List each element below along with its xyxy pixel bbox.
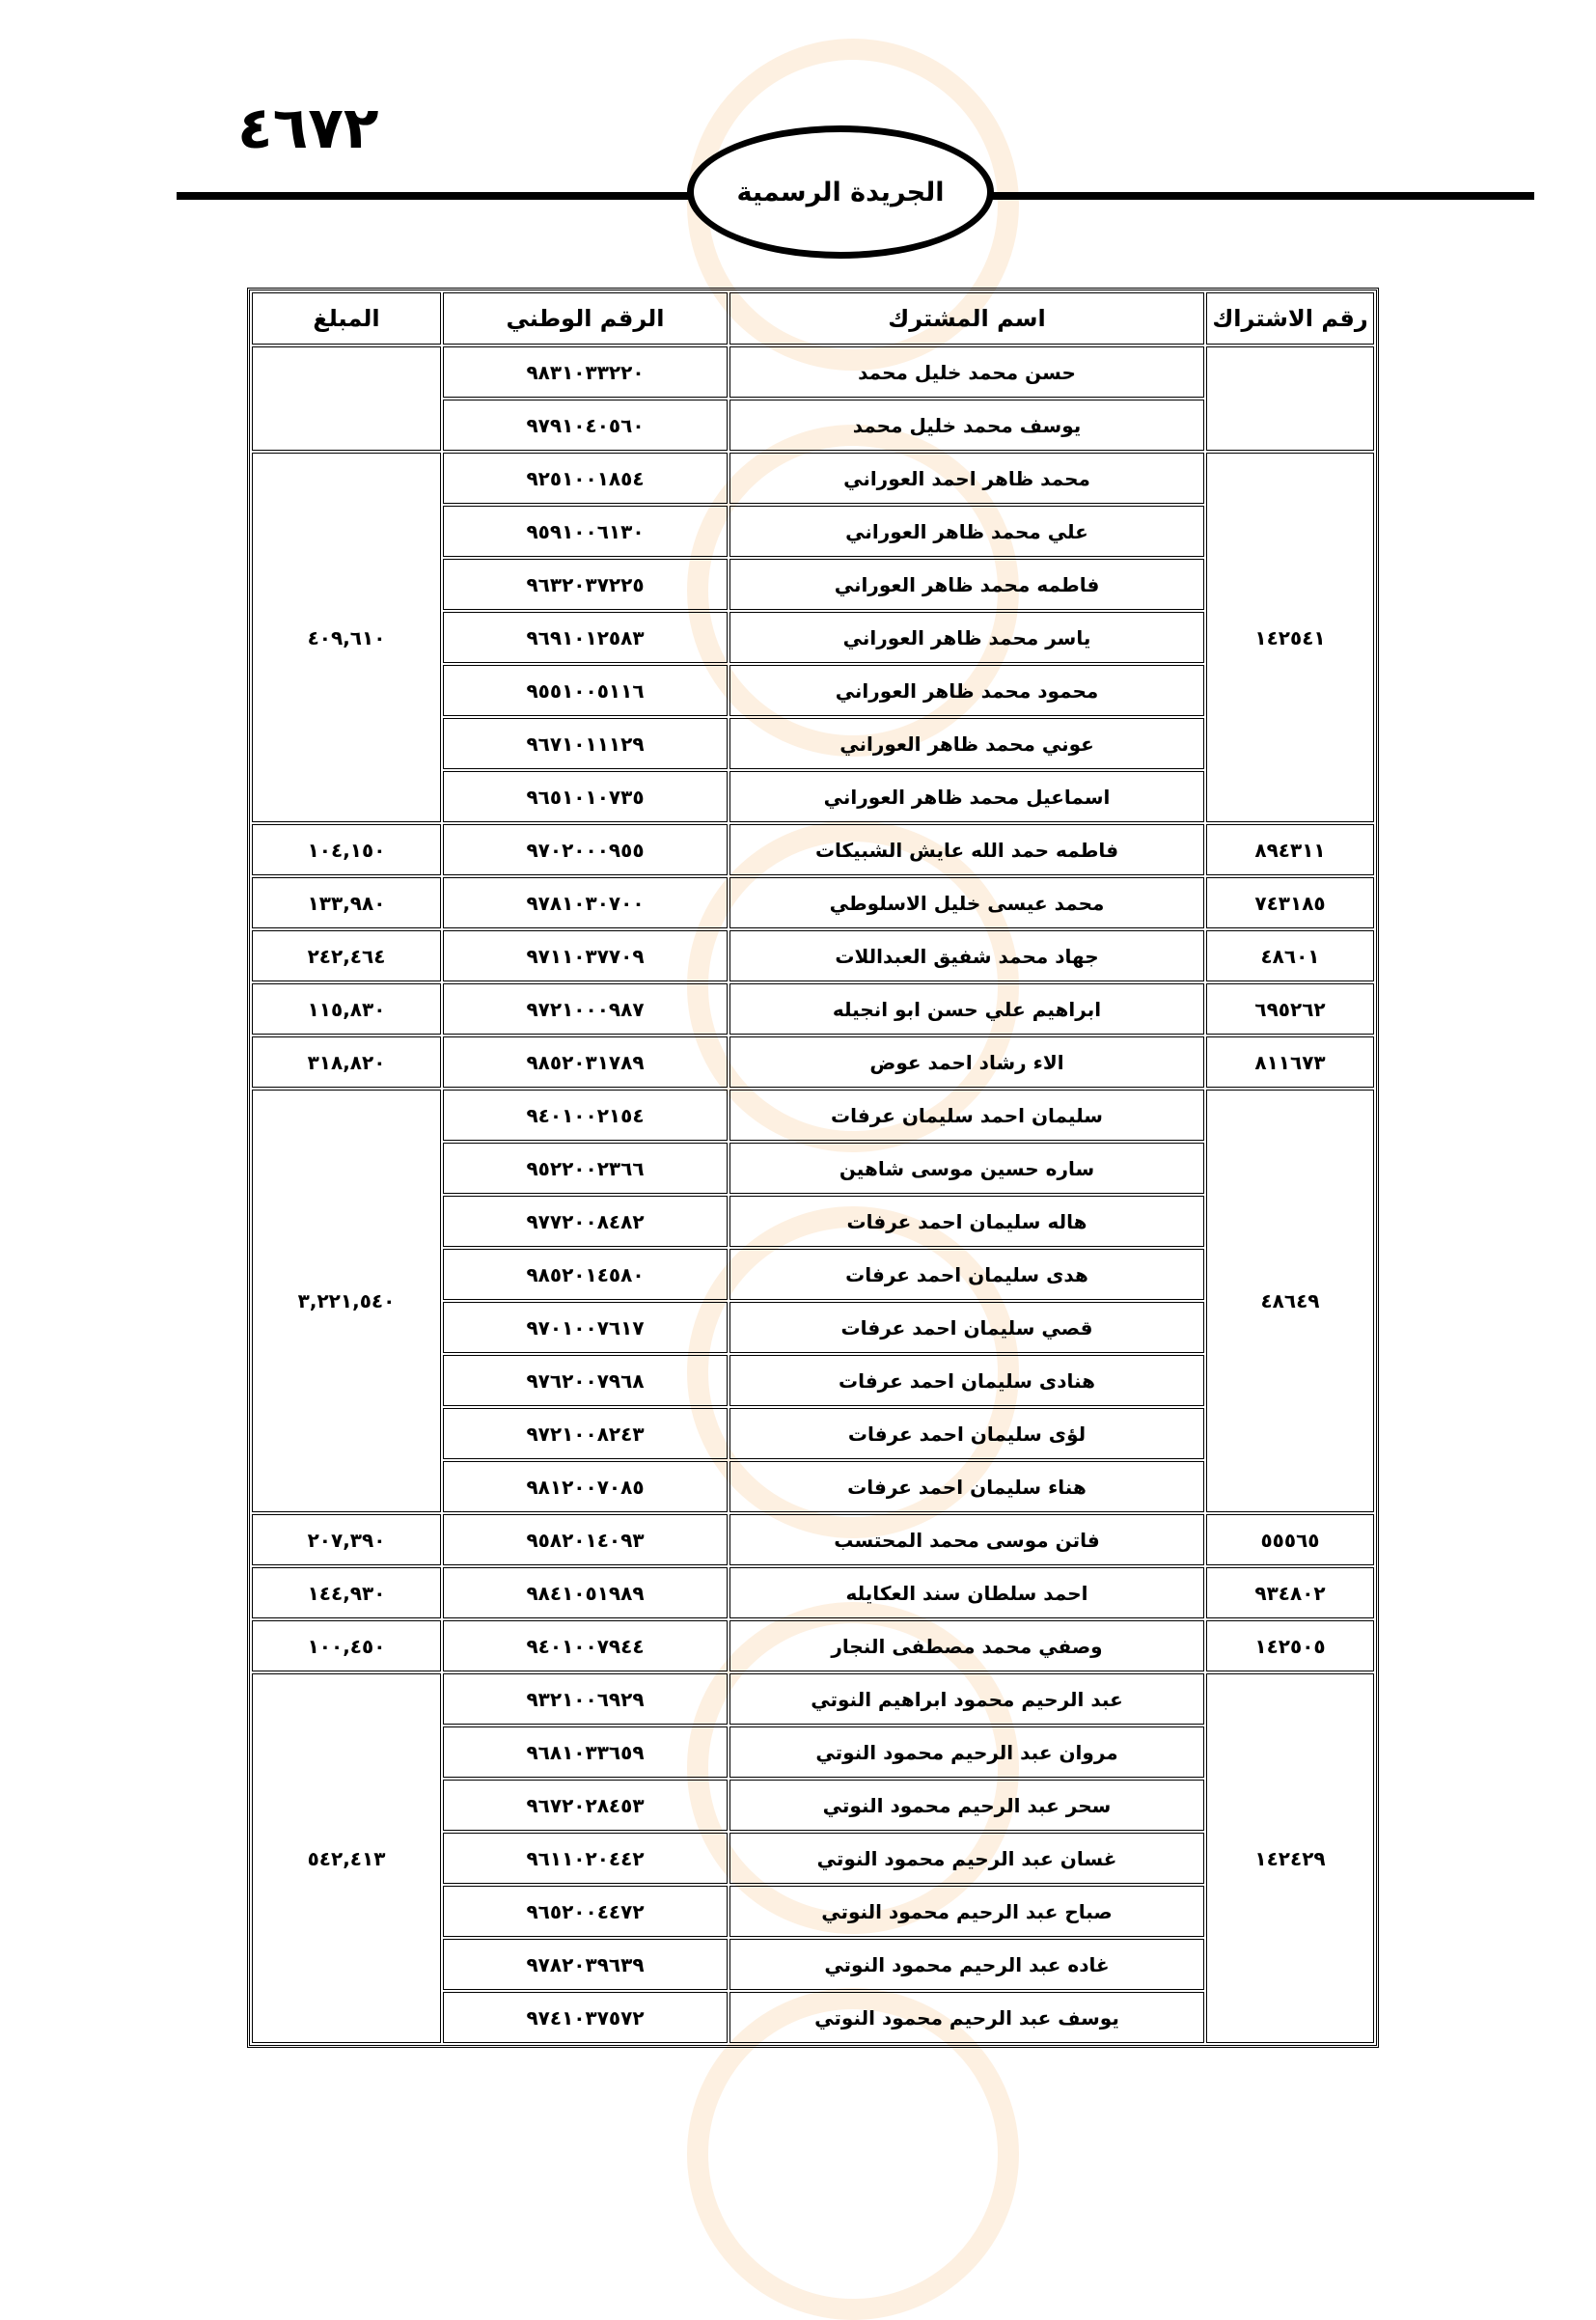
table-row — [252, 1620, 1374, 1671]
subscriber-name-cell: غسان عبد الرحيم محمود النوتي — [729, 1833, 1204, 1884]
national-id-cell: ٩٦٩١٠١٢٥٨٣ — [443, 612, 728, 663]
national-id-cell: ٩٨٤١٠٥١٩٨٩ — [443, 1567, 728, 1618]
amount-cell: ١٠٠,٤٥٠ — [252, 1620, 441, 1671]
national-id-cell: ٩٨٥٢٠١٤٥٨٠ — [443, 1249, 728, 1300]
amount-cell — [252, 346, 441, 451]
amount-cell: ١٣٣,٩٨٠ — [252, 877, 441, 928]
national-id-cell: ٩٤٠١٠٠٧٩٤٤ — [443, 1620, 728, 1671]
subscription-cell: ٤٨٦٤٩ — [1206, 1090, 1374, 1512]
subscriber-name-cell: سليمان احمد سليمان عرفات — [729, 1090, 1204, 1141]
subscriber-name-cell: هناء سليمان احمد عرفات — [729, 1461, 1204, 1512]
national-id-cell: ٩٦٧١٠١١١٢٩ — [443, 718, 728, 769]
subscriber-name-cell: محمد ظاهر احمد العوراني — [729, 453, 1204, 504]
subscriber-name-cell: صباح عبد الرحيم محمود النوتي — [729, 1886, 1204, 1937]
subscriber-name-cell: عبد الرحيم محمود ابراهيم النوتي — [729, 1673, 1204, 1725]
table-row — [252, 1036, 1374, 1088]
subscriber-name-cell: محمود محمد ظاهر العوراني — [729, 665, 1204, 716]
national-id-cell: ٩٦٣٢٠٣٧٢٢٥ — [443, 559, 728, 610]
subscriber-name-cell: حسن محمد خليل محمد — [729, 346, 1204, 398]
subscriber-name-cell: هنادى سليمان احمد عرفات — [729, 1355, 1204, 1406]
page-number: ٤٦٧٢ — [237, 95, 379, 162]
subscriber-name-cell: احمد سلطان سند العكايله — [729, 1567, 1204, 1618]
subscriber-name-cell: ساره حسين موسى شاهين — [729, 1143, 1204, 1194]
table-body — [252, 346, 1374, 2043]
national-id-cell: ٩٨٣١٠٣٣٢٢٠ — [443, 346, 728, 398]
subscriber-name-cell: علي محمد ظاهر العوراني — [729, 506, 1204, 557]
subscriber-name-cell: وصفي محمد مصطفى النجار — [729, 1620, 1204, 1671]
national-id-cell: ٩٧٤١٠٣٧٥٧٢ — [443, 1992, 728, 2043]
amount-cell: ١٤٤,٩٣٠ — [252, 1567, 441, 1618]
national-id-cell: ٩٧٢١٠٠٠٩٨٧ — [443, 983, 728, 1035]
subscriber-name-cell: ياسر محمد ظاهر العوراني — [729, 612, 1204, 663]
subscription-cell: ٧٤٣١٨٥ — [1206, 877, 1374, 928]
header-amount: المبلغ — [252, 292, 441, 345]
national-id-cell: ٩٥٥١٠٠٥١١٦ — [443, 665, 728, 716]
national-id-cell: ٩٥٢٢٠٠٢٣٦٦ — [443, 1143, 728, 1194]
table-row — [252, 1090, 1374, 1141]
table-row — [252, 877, 1374, 928]
national-id-cell: ٩٥٩١٠٠٦١٣٠ — [443, 506, 728, 557]
subscriber-name-cell: هاله سليمان احمد عرفات — [729, 1196, 1204, 1247]
subscriber-name-cell: جهاد محمد شفيق العبداللات — [729, 930, 1204, 981]
table-row — [252, 824, 1374, 875]
subscriber-name-cell: ابراهيم علي حسن ابو انجيله — [729, 983, 1204, 1035]
national-id-cell: ٩٧٩١٠٤٠٥٦٠ — [443, 400, 728, 451]
national-id-cell: ٩٨٥٢٠٣١٧٨٩ — [443, 1036, 728, 1088]
subscription-cell: ٤٨٦٠١ — [1206, 930, 1374, 981]
national-id-cell: ٩٧٨٢٠٣٩٦٣٩ — [443, 1939, 728, 1990]
subscription-cell: ٨١١٦٧٣ — [1206, 1036, 1374, 1088]
subscriber-name-cell: لؤى سليمان احمد عرفات — [729, 1408, 1204, 1459]
subscription-cell — [1206, 346, 1374, 451]
header-subscription: رقم الاشتراك — [1206, 292, 1374, 345]
subscription-cell: ٥٥٥٦٥ — [1206, 1514, 1374, 1565]
amount-cell: ٤٠٩,٦١٠ — [252, 453, 441, 822]
amount-cell: ٢٤٢,٤٦٤ — [252, 930, 441, 981]
national-id-cell: ٩٢٥١٠٠١٨٥٤ — [443, 453, 728, 504]
amount-cell: ٢٠٧,٣٩٠ — [252, 1514, 441, 1565]
subscriber-name-cell: فاطمه محمد ظاهر العوراني — [729, 559, 1204, 610]
table-row — [252, 346, 1374, 398]
amount-cell: ٣,٢٢١,٥٤٠ — [252, 1090, 441, 1512]
table-row — [252, 1673, 1374, 1725]
table-row — [252, 1567, 1374, 1618]
subscriber-name-cell: هدى سليمان احمد عرفات — [729, 1249, 1204, 1300]
table-row — [252, 453, 1374, 504]
table-header-row — [252, 292, 1374, 345]
subscribers-table — [247, 288, 1379, 2048]
subscriber-name-cell: يوسف عبد الرحيم محمود النوتي — [729, 1992, 1204, 2043]
subscriber-name-cell: فاطمه حمد الله عايش الشبيكات — [729, 824, 1204, 875]
subscriber-name-cell: محمد عيسى خليل الاسلوطي — [729, 877, 1204, 928]
subscription-cell: ١٤٢٥٠٥ — [1206, 1620, 1374, 1671]
subscriber-name-cell: فاتن موسى محمد المحتسب — [729, 1514, 1204, 1565]
national-id-cell: ٩٥٨٢٠١٤٠٩٣ — [443, 1514, 728, 1565]
table-row — [252, 1514, 1374, 1565]
national-id-cell: ٩٧٠١٠٠٧٦١٧ — [443, 1302, 728, 1353]
national-id-cell: ٩٨١٢٠٠٧٠٨٥ — [443, 1461, 728, 1512]
amount-cell: ٣١٨,٨٢٠ — [252, 1036, 441, 1088]
header-national-id: الرقم الوطني — [443, 292, 728, 345]
table-row — [252, 930, 1374, 981]
subscription-cell: ٩٣٤٨٠٢ — [1206, 1567, 1374, 1618]
national-id-cell: ٩٧٢١٠٠٨٢٤٣ — [443, 1408, 728, 1459]
national-id-cell: ٩٧٨١٠٣٠٧٠٠ — [443, 877, 728, 928]
subscriber-name-cell: سحر عبد الرحيم محمود النوتي — [729, 1780, 1204, 1831]
subscriber-name-cell: اسماعيل محمد ظاهر العوراني — [729, 771, 1204, 822]
table-row — [252, 983, 1374, 1035]
subscriber-name-cell: عوني محمد ظاهر العوراني — [729, 718, 1204, 769]
amount-cell: ١٠٤,١٥٠ — [252, 824, 441, 875]
national-id-cell: ٩٦٧٢٠٢٨٤٥٣ — [443, 1780, 728, 1831]
masthead-title: الجريدة الرسمية — [736, 177, 945, 207]
national-id-cell: ٩٧٠٢٠٠٠٩٥٥ — [443, 824, 728, 875]
subscriber-name-cell: قصي سليمان احمد عرفات — [729, 1302, 1204, 1353]
header-name: اسم المشترك — [729, 292, 1204, 345]
national-id-cell: ٩٤٠١٠٠٢١٥٤ — [443, 1090, 728, 1141]
national-id-cell: ٩٧١١٠٣٧٧٠٩ — [443, 930, 728, 981]
subscriber-name-cell: الاء رشاد احمد عوض — [729, 1036, 1204, 1088]
subscription-cell: ٨٩٤٣١١ — [1206, 824, 1374, 875]
subscription-cell: ١٤٢٥٤١ — [1206, 453, 1374, 822]
subscription-cell: ١٤٢٤٢٩ — [1206, 1673, 1374, 2043]
subscriber-name-cell: يوسف محمد خليل محمد — [729, 400, 1204, 451]
national-id-cell: ٩٦٨١٠٣٣٦٥٩ — [443, 1726, 728, 1778]
subscriber-name-cell: مروان عبد الرحيم محمود النوتي — [729, 1726, 1204, 1778]
masthead-oval — [687, 125, 994, 259]
national-id-cell: ٩٧٦٢٠٠٧٩٦٨ — [443, 1355, 728, 1406]
national-id-cell: ٩٧٧٢٠٠٨٤٨٢ — [443, 1196, 728, 1247]
national-id-cell: ٩٦١١٠٢٠٤٤٢ — [443, 1833, 728, 1884]
amount-cell: ٥٤٢,٤١٣ — [252, 1673, 441, 2043]
national-id-cell: ٩٦٥١٠١٠٧٣٥ — [443, 771, 728, 822]
national-id-cell: ٩٣٢١٠٠٦٩٢٩ — [443, 1673, 728, 1725]
national-id-cell: ٩٦٥٢٠٠٤٤٧٢ — [443, 1886, 728, 1937]
subscription-cell: ٦٩٥٢٦٢ — [1206, 983, 1374, 1035]
amount-cell: ١١٥,٨٣٠ — [252, 983, 441, 1035]
subscriber-name-cell: غاده عبد الرحيم محمود النوتي — [729, 1939, 1204, 1990]
